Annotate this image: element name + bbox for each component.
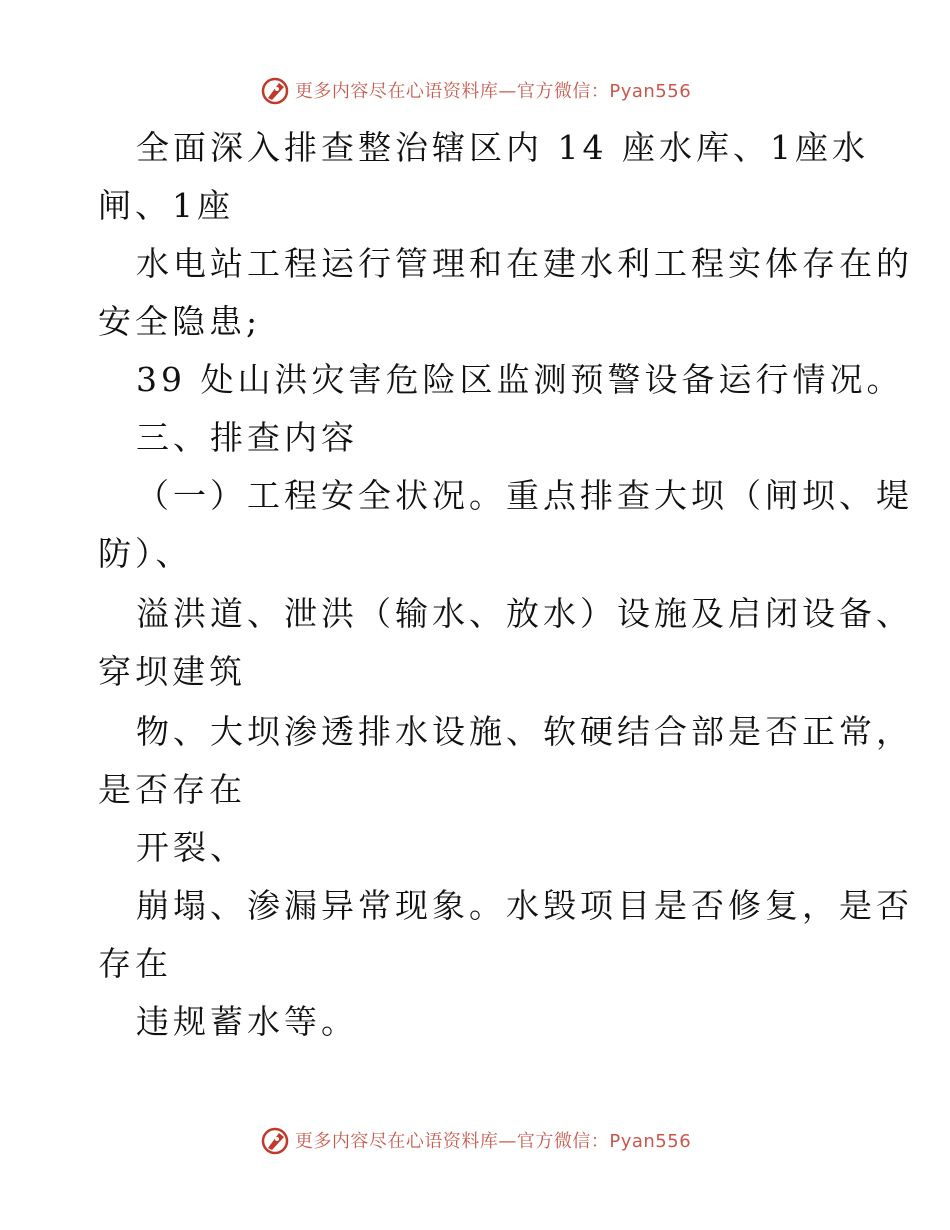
body-line: 违规蓄水等。 (136, 1002, 358, 1041)
watermark-footer (0, 1120, 950, 1160)
section-heading: 三、排查内容 (136, 418, 358, 457)
pen-nib-logo-icon (259, 74, 291, 106)
body-line: 防）、 (98, 534, 193, 573)
body-line: 39 处山洪灾害危险区监测预警设备运行情况。 (136, 360, 904, 399)
body-line: 安全隐患; (98, 302, 262, 341)
body-line: 穿坝建筑 (98, 652, 246, 691)
body-line: 闸、1座 (98, 186, 234, 225)
body-line: 全面深入排查整治辖区内 14 座水库、1座水 (136, 128, 869, 167)
watermark-text: 更多内容尽在心语资料库—官方微信：Pyan556 (294, 81, 692, 102)
watermark-header (0, 70, 950, 110)
body-line: 物、大坝渗透排水设施、软硬结合部是否正常， (136, 712, 913, 751)
body-line: （一）工程安全状况。重点排查大坝（闸坝、堤 (136, 476, 913, 515)
body-line: 水电站工程运行管理和在建水利工程实体存在的 (136, 244, 913, 283)
body-line: 是否存在 (98, 770, 246, 809)
body-line: 存在 (98, 944, 172, 983)
body-line: 溢洪道、泄洪（输水、放水）设施及启闭设备、 (136, 594, 913, 633)
body-line: 崩塌、渗漏异常现象。水毁项目是否修复，是否 (136, 886, 913, 925)
pen-nib-logo-icon (259, 1124, 291, 1156)
body-line: 开裂、 (136, 828, 247, 867)
watermark-text: 更多内容尽在心语资料库—官方微信：Pyan556 (294, 1131, 692, 1152)
